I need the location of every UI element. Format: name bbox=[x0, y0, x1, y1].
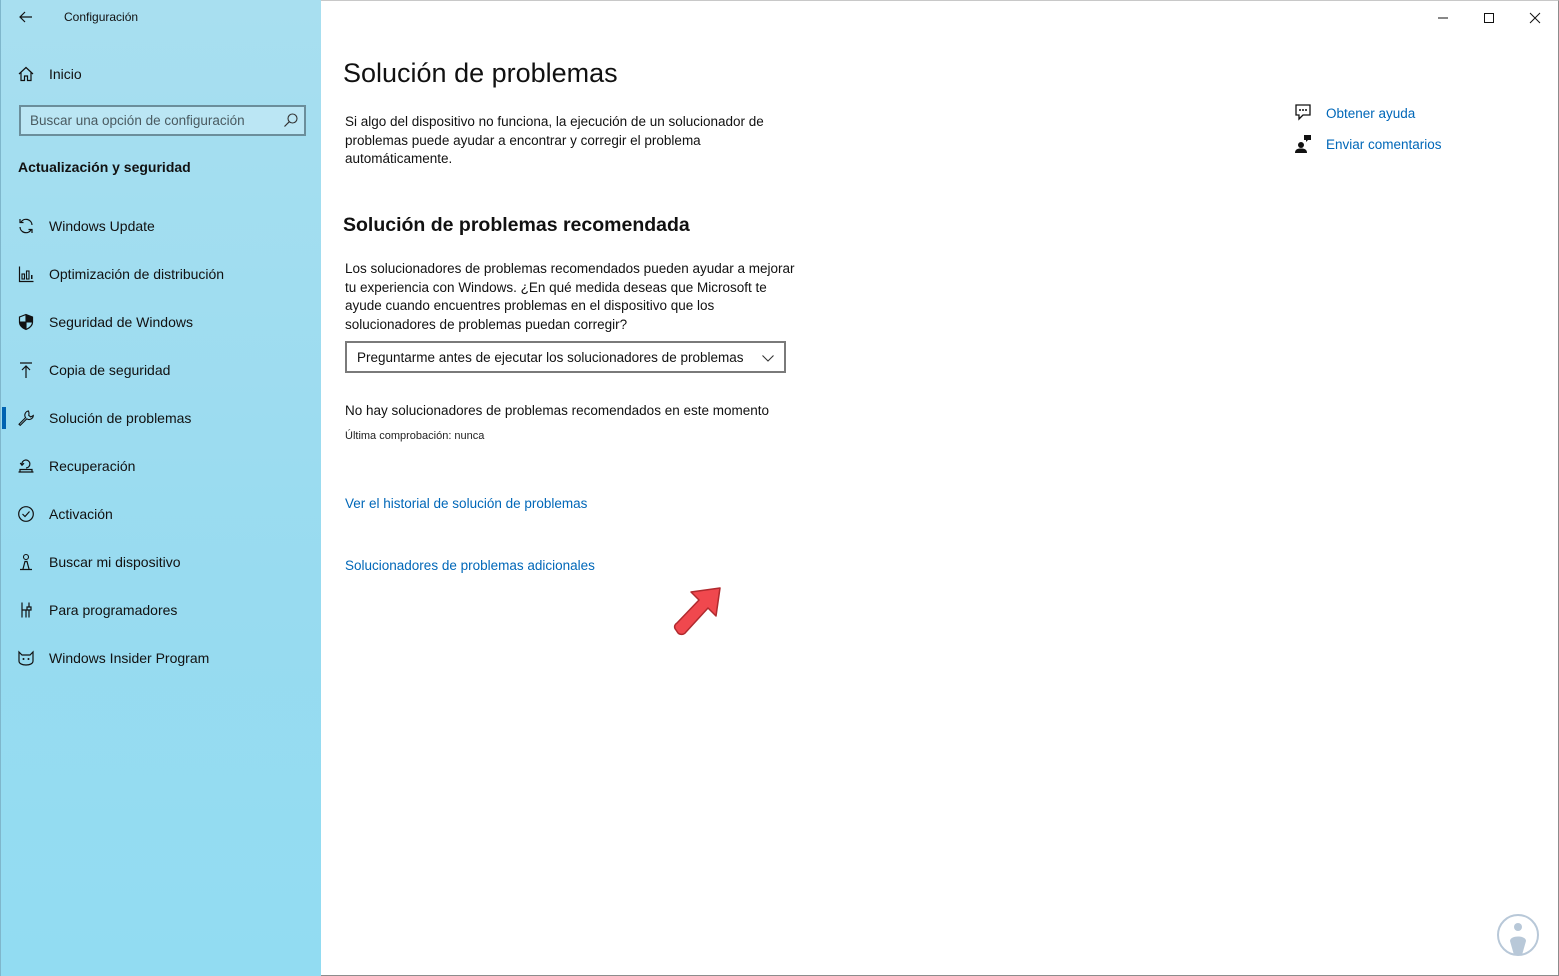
maximize-button[interactable] bbox=[1466, 1, 1512, 35]
back-button[interactable] bbox=[15, 6, 37, 28]
recommended-title: Solución de problemas recomendada bbox=[343, 214, 690, 236]
sidebar-item-label: Buscar mi dispositivo bbox=[49, 554, 181, 570]
get-help-row[interactable] bbox=[1293, 103, 1415, 123]
back-arrow-icon bbox=[19, 11, 33, 23]
sidebar-item-developers[interactable] bbox=[1, 586, 322, 634]
sidebar-item-label: Seguridad de Windows bbox=[49, 314, 193, 330]
sidebar-item-label: Windows Insider Program bbox=[49, 650, 210, 666]
additional-troubleshooters-link[interactable]: Solucionadores de problemas adicionales bbox=[345, 558, 595, 573]
search-box[interactable] bbox=[19, 105, 306, 136]
sidebar-item-delivery-optimization[interactable] bbox=[1, 250, 322, 298]
sidebar-item-label: Para programadores bbox=[49, 602, 178, 618]
sidebar-item-windows-security[interactable] bbox=[1, 298, 322, 346]
minimize-icon bbox=[1437, 12, 1449, 24]
sidebar-item-label: Windows Update bbox=[49, 218, 155, 234]
title-bar bbox=[1, 0, 322, 34]
watermark-logo bbox=[1496, 913, 1540, 959]
window-controls bbox=[1420, 1, 1558, 35]
sidebar-item-backup[interactable] bbox=[1, 346, 322, 394]
section-title: Actualización y seguridad bbox=[18, 159, 191, 175]
intro-text: Si algo del dispositivo no funciona, la ejecución de un solucionador de problemas puede ayudar a encontrar y corregir el problema automáticamente. bbox=[345, 114, 764, 166]
history-link[interactable]: Ver el historial de solución de problemas bbox=[345, 496, 588, 511]
last-check-text: Última comprobación: nunca bbox=[345, 430, 485, 442]
sidebar-nav bbox=[1, 202, 322, 682]
sidebar-item-activation[interactable] bbox=[1, 490, 322, 538]
dropdown-selected-value: Preguntarme antes de ejecutar los solucionadores de problemas bbox=[357, 349, 744, 365]
insider-cat-icon bbox=[17, 649, 35, 667]
check-circle-icon bbox=[17, 505, 35, 523]
close-button[interactable] bbox=[1512, 1, 1558, 35]
no-recommended-text: No hay solucionadores de problemas recomendados en este momento bbox=[345, 403, 769, 418]
red-arrow-annotation bbox=[672, 584, 724, 640]
developer-tools-icon bbox=[17, 601, 35, 619]
minimize-button[interactable] bbox=[1420, 1, 1466, 35]
sidebar-item-label: Copia de seguridad bbox=[49, 362, 171, 378]
sidebar-item-label: Activación bbox=[49, 506, 113, 522]
backup-arrow-icon bbox=[17, 361, 35, 379]
recovery-icon bbox=[17, 457, 35, 475]
page-title: Solución de problemas bbox=[343, 58, 618, 88]
feedback-link[interactable]: Enviar comentarios bbox=[1326, 136, 1442, 152]
feedback-person-icon bbox=[1293, 134, 1313, 154]
wrench-icon bbox=[17, 409, 35, 427]
home-icon bbox=[17, 65, 35, 83]
sidebar-item-troubleshoot[interactable] bbox=[1, 394, 322, 442]
get-help-link[interactable]: Obtener ayuda bbox=[1326, 105, 1416, 121]
maximize-icon bbox=[1483, 12, 1495, 24]
recommended-description: Los solucionadores de problemas recomendados pueden ayudar a mejorar tu experiencia con Windows. ¿En qué medida deseas que Microsoft te ayude cuando encuentres problemas en el dispositivo que los solucionadores de problemas puedan corregir? bbox=[345, 261, 795, 332]
chevron-down-icon bbox=[761, 351, 775, 365]
feedback-row[interactable] bbox=[1293, 134, 1442, 154]
refresh-icon bbox=[17, 217, 35, 235]
chat-help-icon bbox=[1293, 103, 1313, 123]
sidebar-home-label: Inicio bbox=[49, 66, 82, 82]
close-icon bbox=[1529, 12, 1541, 24]
shield-icon bbox=[17, 313, 35, 331]
sidebar-item-label: Recuperación bbox=[49, 458, 136, 474]
troubleshoot-preference-dropdown[interactable] bbox=[345, 341, 786, 373]
sidebar-item-insider[interactable] bbox=[1, 634, 322, 682]
sidebar-item-windows-update[interactable] bbox=[1, 202, 322, 250]
person-pin-icon bbox=[17, 553, 35, 571]
sidebar-item-recovery[interactable] bbox=[1, 442, 322, 490]
app-title: Configuración bbox=[64, 10, 139, 24]
sidebar-item-home[interactable] bbox=[1, 58, 322, 90]
search-icon[interactable] bbox=[283, 112, 299, 128]
main-content bbox=[321, 0, 1559, 976]
sidebar-item-label: Optimización de distribución bbox=[49, 266, 225, 282]
search-input[interactable] bbox=[21, 107, 276, 134]
delivery-optimization-icon bbox=[17, 265, 35, 283]
sidebar bbox=[0, 0, 321, 976]
sidebar-item-find-my-device[interactable] bbox=[1, 538, 322, 586]
sidebar-item-label: Solución de problemas bbox=[49, 410, 192, 426]
